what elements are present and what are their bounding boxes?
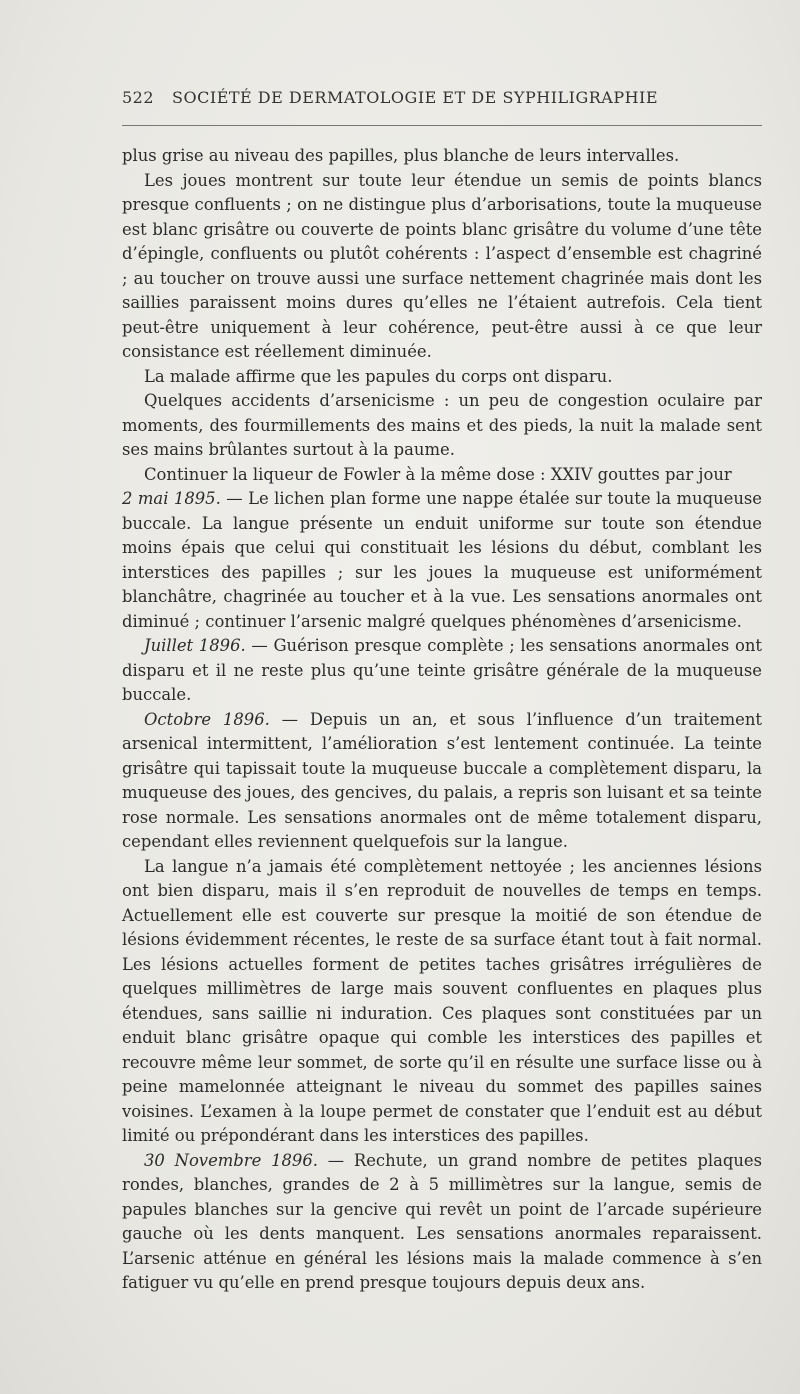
- date-lead: Octobre 1896.: [144, 709, 270, 729]
- page-number: 522: [122, 88, 155, 107]
- paragraph: Quelques accidents d’arsenicisme : un peu de congestion oculaire par moments, des fourmillements des mains et des pieds, la nuit la malade sent ses mains brûlantes surtout à la paume.: [122, 391, 762, 459]
- running-header: [122, 88, 762, 107]
- body-text: [122, 144, 762, 1296]
- date-lead: 2 mai 1895.: [122, 489, 221, 508]
- paragraph-dated: Juillet 1896. — Guérison presque complète ; les sensations anormales ont disparu et il ne reste plus qu’une teinte grisâtre générale de la muqueuse buccale.: [122, 636, 762, 704]
- paragraph: Les joues montrent sur toute leur étendue un semis de points blancs presque confluents ; on ne distingue plus d’arborisations, toute la muqueuse est blanc grisâtre ou couverte de points blanc grisâtre du volume d’une tête d’épingle, confluents ou plutôt cohérents : l’aspect d’ensemble est chagriné ; au toucher on trouve aussi une surface nettement chagrinée mais dont les saillies paraissent moins dures qu’elles ne l’étaient autrefois. Cela tient peut-être uniquement à leur cohérence, peut-être aussi à ce que leur consistance est réellement diminuée.: [122, 170, 762, 361]
- date-lead: 30 Novembre 1896.: [144, 1150, 319, 1170]
- running-title: SOCIÉTÉ DE DERMATOLOGIE ET DE SYPHILIGRAPHIE: [172, 88, 659, 107]
- date-lead: Juillet 1896.: [144, 636, 246, 655]
- paragraph: La langue n’a jamais été complètement nettoyée ; les anciennes lésions ont bien disparu, mais il s’en reproduit de nouvelles de temps en temps. Actuellement elle est couverte sur presque la moitié de son étendue de lésions évidemment récentes, le reste de sa surface étant tout à fait normal. Les lésions actuelles forment de petites taches grisâtres irrégulières de quelques millimètres de large mais souvent confluentes en plaques plus étendues, sans saillie ni induration. Ces plaques sont constituées par un enduit blanc grisâtre opaque qui comble les interstices des papilles et recouvre même leur sommet, de sorte qu’il en résulte une surface lisse ou à peine mamelonnée atteignant le niveau du sommet des papilles saines voisines. L’examen à la loupe permet de constater que l’enduit est au début limité ou prépondérant dans les interstices des papilles.: [122, 856, 762, 1145]
- paragraph-dated: Octobre 1896. — Depuis un an, et sous l’influence d’un traitement arsenical intermittent, l’amélioration s’est lentement continuée. La teinte grisâtre qui tapissait toute la muqueuse buccale a complètement disparu, la muqueuse des joues, des gencives, du palais, a repris son luisant et sa teinte rose normale. Les sensations anormales ont de même totalement disparu, cependant elles reviennent quelquefois sur la langue.: [122, 709, 762, 851]
- header-rule: [122, 125, 762, 126]
- paragraph-dated: 30 Novembre 1896. — Rechute, un grand nombre de petites plaques rondes, blanches, grandes de 2 à 5 millimètres sur la langue, semis de papules blanches sur la gencive qui revêt un point de l’arcade supérieure gauche où les dents manquent. Les sensations anormales reparaissent. L’arsenic atténue en général les lésions mais la malade commence à s’en fatiguer vu qu’elle en prend presque toujours depuis deux ans.: [122, 1150, 762, 1292]
- paragraph: Continuer la liqueur de Fowler à la même dose : XXIV gouttes par jour: [144, 464, 732, 484]
- paragraph-dated: 2 mai 1895. — Le lichen plan forme une nappe étalée sur toute la muqueuse buccale. La langue présente un enduit uniforme sur toute son étendue moins épais que celui qui constituait les lésions du début, comblant les interstices des papilles ; sur les joues la muqueuse est uniformément blanchâtre, chagrinée au toucher et à la vue. Les sensations anormales ont diminué ; continuer l’arsenic malgré quelques phénomènes d’arsenicisme.: [122, 489, 763, 631]
- paragraph: La malade affirme que les papules du corps ont disparu.: [144, 366, 613, 386]
- paragraph: plus grise au niveau des papilles, plus blanche de leurs intervalles.: [122, 146, 680, 165]
